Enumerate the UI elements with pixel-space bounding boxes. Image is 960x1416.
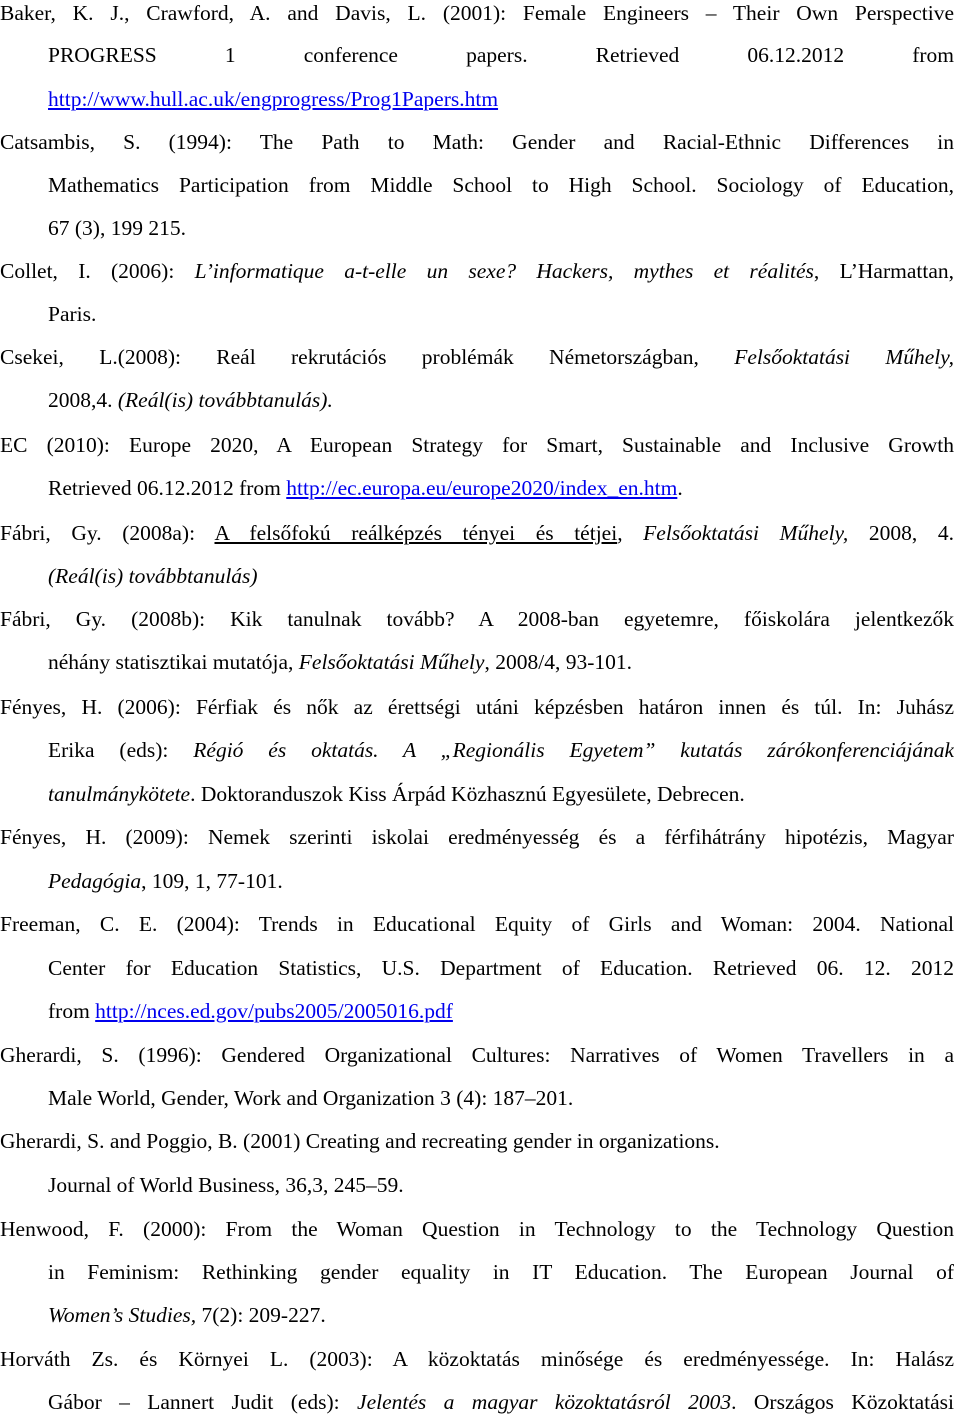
ref-ec-line-1: EC (2010): Europe 2020, A European Strategy for Smart, Sustainable and Inclusive Growth <box>0 433 954 457</box>
ref-fabri-b-line-1: Fábri, Gy. (2008b): Kik tanulnak tovább? A 2008-ban egyetemre, főiskolára jelentkezők <box>0 607 954 631</box>
ref-henwood-line-2: in Feminism: Rethinking gender equality in IT Education. The European Journal of <box>48 1260 954 1284</box>
ref-csekei-line-1: Csekei, L.(2008): Reál rekrutációs problémák Németországban, Felsőoktatási Műhely, <box>0 345 954 369</box>
ref-collet-line-2: Paris. <box>48 302 97 326</box>
ref-catsambis-line-3: 67 (3), 199 215. <box>48 216 186 240</box>
ref-fenyes-2006-line-2: Erika (eds): Régió és oktatás. A „Regionális Egyetem” kutatás zárókonferenciájának <box>48 738 954 762</box>
ref-baker-line-2: PROGRESS 1 conference papers. Retrieved 06.12.2012 from <box>48 43 954 67</box>
fabri-a-title: A felsőfokú reálképzés tényei és tétjei <box>214 521 618 545</box>
ref-gherardi-2001-line-1: Gherardi, S. and Poggio, B. (2001) Creating and recreating gender in organizations. <box>0 1129 720 1153</box>
baker-url-link[interactable]: http://www.hull.ac.uk/engprogress/Prog1Papers.htm <box>48 87 499 111</box>
ref-freeman-line-1: Freeman, C. E. (2004): Trends in Educational Equity of Girls and Woman: 2004. National <box>0 912 954 936</box>
ref-henwood-line-3: Women’s Studies, 7(2): 209-227. <box>48 1303 326 1327</box>
ref-freeman-line-2: Center for Education Statistics, U.S. Department of Education. Retrieved 06. 12. 2012 <box>48 956 954 980</box>
ref-gherardi-2001-line-2: Journal of World Business, 36,3, 245–59. <box>48 1173 404 1197</box>
ref-catsambis-line-1: Catsambis, S. (1994): The Path to Math: Gender and Racial-Ethnic Differences in <box>0 130 954 154</box>
collet-title: L’informatique a-t-elle un sexe? Hackers, mythes et réalités <box>194 259 814 283</box>
ec-url-link[interactable]: http://ec.europa.eu/europe2020/index_en.htm <box>286 476 678 500</box>
ref-catsambis-line-2: Mathematics Participation from Middle School to High School. Sociology of Education, <box>48 173 954 197</box>
ref-fenyes-2009-line-1: Fényes, H. (2009): Nemek szerinti iskolai eredményesség és a férfihátrány hipotézis, Magyar <box>0 825 954 849</box>
freeman-url-link[interactable]: http://nces.ed.gov/pubs2005/2005016.pdf <box>95 999 453 1023</box>
ref-fenyes-2006-line-1: Fényes, H. (2006): Férfiak és nők az érettségi utáni képzésben határon innen és túl. In: Juhász <box>0 695 954 719</box>
ref-baker-line-3 <box>48 84 954 114</box>
ref-csekei-line-2: 2008,4. (Reál(is) továbbtanulás). <box>48 388 333 412</box>
ref-ec-line-2: Retrieved 06.12.2012 from http://ec.europa.eu/europe2020/index_en.htm. <box>48 476 683 500</box>
ref-gherardi-1996-line-1: Gherardi, S. (1996): Gendered Organizational Cultures: Narratives of Women Travellers in a <box>0 1043 954 1067</box>
ref-fenyes-2006-line-3: tanulmánykötete. Doktoranduszok Kiss Árpád Közhasznú Egyesülete, Debrecen. <box>48 782 745 806</box>
ref-horvath-line-1: Horváth Zs. és Környei L. (2003): A közoktatás minősége és eredményessége. In: Halász <box>0 1347 954 1371</box>
ref-horvath-line-2: Gábor – Lannert Judit (eds): Jelentés a magyar közoktatásról 2003. Országos Közoktatási <box>48 1390 954 1414</box>
ref-fabri-b-line-2: néhány statisztikai mutatója, Felsőoktatási Műhely, 2008/4, 93-101. <box>48 650 632 674</box>
ref-baker-line-1: Baker, K. J., Crawford, A. and Davis, L. (2001): Female Engineers – Their Own Perspective <box>0 1 954 25</box>
ref-collet-line-1: Collet, I. (2006): L’informatique a-t-elle un sexe? Hackers, mythes et réalités, L’Harmattan, <box>0 259 954 283</box>
ref-freeman-line-3: from http://nces.ed.gov/pubs2005/2005016.pdf <box>48 999 453 1023</box>
ref-fabri-a-line-1: Fábri, Gy. (2008a): A felsőfokú reálképzés tényei és tétjei, Felsőoktatási Műhely, 2008, 4. <box>0 521 954 545</box>
ref-fenyes-2009-line-2: Pedagógia, 109, 1, 77-101. <box>48 869 283 893</box>
ref-henwood-line-1: Henwood, F. (2000): From the Woman Question in Technology to the Technology Question <box>0 1217 954 1241</box>
ref-fabri-a-line-2: (Reál(is) továbbtanulás) <box>48 564 258 588</box>
csekei-journal: Felsőoktatási Műhely, <box>734 345 954 369</box>
ref-gherardi-1996-line-2: Male World, Gender, Work and Organization 3 (4): 187–201. <box>48 1086 574 1110</box>
